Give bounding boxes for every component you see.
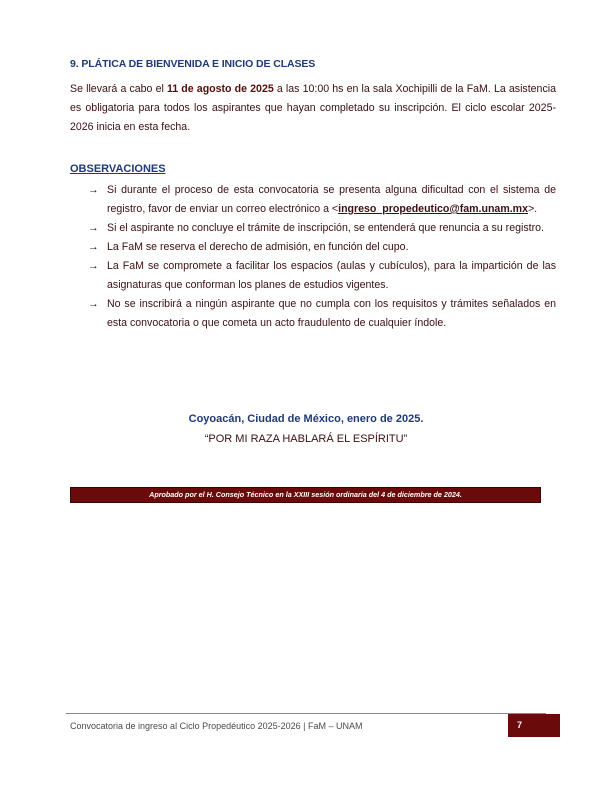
- observation-text: La FaM se reserva el derecho de admisión, en función del cupo.: [107, 241, 409, 253]
- observation-text-end: >.: [528, 203, 538, 215]
- section-9-text-start: Se llevará a cabo el: [70, 83, 167, 95]
- motto: “POR MI RAZA HABLARÁ EL ESPÍRITU”: [204, 433, 408, 445]
- place-date: Coyoacán, Ciudad de México, enero de 2025.: [188, 413, 424, 425]
- observation-item: [88, 219, 556, 238]
- arrow-icon: →: [88, 241, 99, 253]
- approval-banner: Aprobado por el H. Consejo Técnico en la XXIII sesión ordinaria del 4 de diciembre de 2024.: [70, 487, 541, 503]
- footer-divider: [66, 713, 546, 714]
- observation-item: [88, 181, 556, 219]
- email-link[interactable]: ingreso_propedeutico@fam.unam.mx: [338, 203, 528, 215]
- arrow-icon: →: [88, 222, 99, 234]
- footer-text: Convocatoria de ingreso al Ciclo Propedéutico 2025-2026 | FaM – UNAM: [70, 721, 363, 731]
- section-9-title: 9. PLÁTICA DE BIENVENIDA E INICIO DE CLASES: [70, 58, 316, 70]
- observation-item: [88, 257, 556, 295]
- section-9-paragraph: [70, 80, 556, 137]
- observation-item: [88, 238, 556, 257]
- observations-title: OBSERVACIONES: [70, 163, 166, 175]
- section-9-date: 11 de agosto de 2025: [166, 83, 274, 95]
- arrow-icon: →: [88, 260, 99, 272]
- section-9-text-end: a las 10:00 hs en la sala Xochipilli de la FaM. La asistencia es obligatoria para todos los aspirantes que hayan completado su inscripción. El ciclo escolar 2025-2026 inicia en esta fecha.: [70, 83, 556, 133]
- observation-item: [88, 295, 556, 333]
- arrow-icon: →: [88, 298, 99, 310]
- arrow-icon: →: [88, 184, 99, 196]
- observation-text: Si durante el proceso de esta convocatoria se presenta alguna dificultad con el sistema de registro, favor de enviar un correo electrónico a <: [107, 184, 556, 215]
- observations-list: [88, 181, 556, 333]
- observation-text: La FaM se compromete a facilitar los espacios (aulas y cubículos), para la impartición de las asignaturas que conforman los planes de estudios vigentes.: [107, 260, 556, 291]
- page-number: 7: [508, 714, 560, 737]
- observation-text: No se inscribirá a ningún aspirante que no cumpla con los requisitos y trámites señalados en esta convocatoria o que cometa un acto fraudulento de cualquier índole.: [107, 298, 556, 329]
- observation-text: Si el aspirante no concluye el trámite de inscripción, se entenderá que renuncia a su registro.: [107, 222, 544, 234]
